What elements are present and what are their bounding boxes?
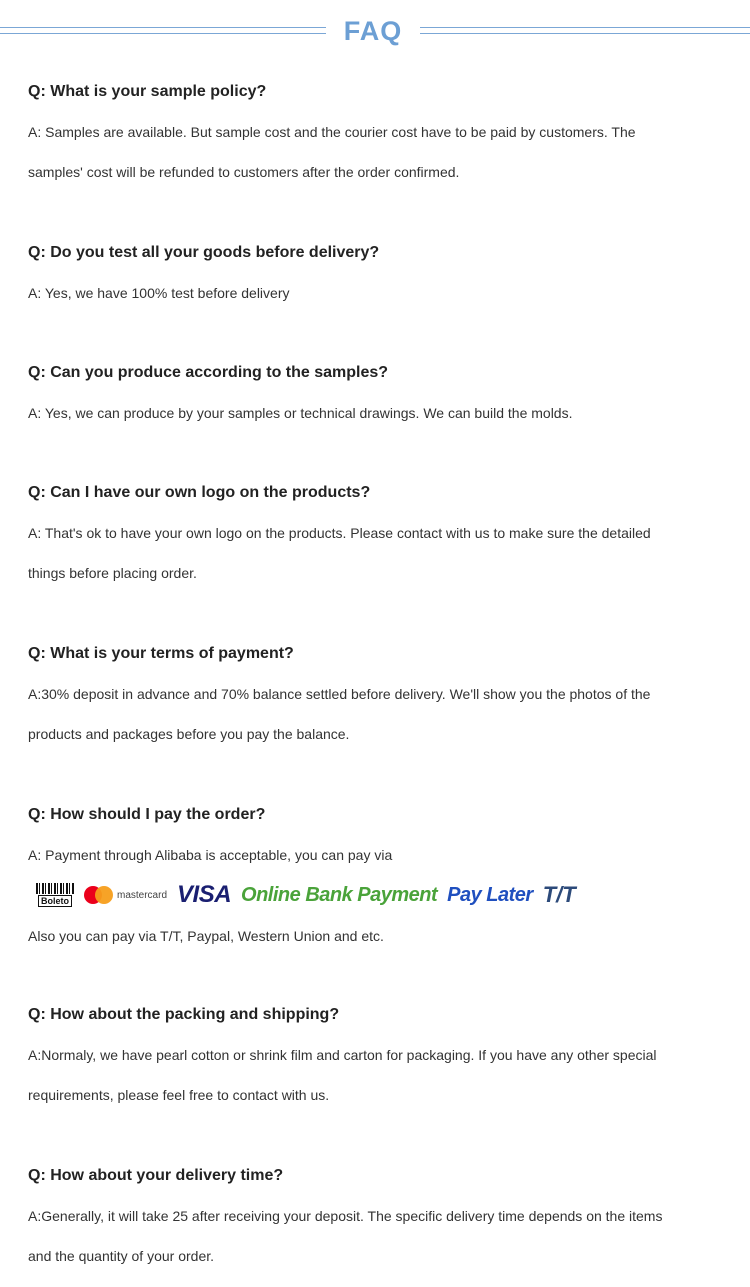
faq-answer-line: things before placing order.	[28, 565, 197, 581]
online-bank-payment-logo: Online Bank Payment	[241, 883, 438, 906]
faq-answer-line: A:30% deposit in advance and 70% balance settled before delivery. We'll show you the photos of the	[28, 686, 651, 702]
faq-header	[0, 14, 750, 50]
faq-answer-line: Also you can pay via T/T, Paypal, Western Union and etc.	[28, 928, 384, 944]
faq-answer-line: A: Samples are available. But sample cost and the courier cost have to be paid by customers. The	[28, 124, 636, 140]
faq-question: Q: How about the packing and shipping?	[28, 1006, 340, 1023]
faq-item-delivery-time	[28, 1166, 728, 1276]
faq-question: Q: Can I have our own logo on the products?	[28, 484, 371, 501]
faq-question: Q: Can you produce according to the samples?	[28, 364, 389, 381]
mastercard-logo	[84, 886, 167, 904]
faq-answer-line: products and packages before you pay the balance.	[28, 726, 350, 742]
faq-answer-line: and the quantity of your order.	[28, 1248, 215, 1264]
header-rule-left	[0, 27, 326, 34]
header-rule-right	[420, 27, 750, 34]
faq-question: Q: Do you test all your goods before delivery?	[28, 244, 380, 261]
pay-later-logo: Pay Later	[447, 883, 533, 906]
tt-logo: T/T	[542, 882, 576, 907]
faq-item-sample-policy	[28, 82, 728, 192]
faq-item-payment-terms	[28, 644, 728, 754]
boleto-label: Boleto	[38, 895, 72, 907]
faq-answer-line: A:Generally, it will take 25 after receiving your deposit. The specific delivery time depends on the items	[28, 1208, 663, 1224]
faq-answer-line: A: Yes, we have 100% test before delivery	[28, 285, 290, 301]
faq-item-samples-production	[28, 363, 728, 433]
mastercard-label: mastercard	[117, 889, 168, 901]
barcode-icon	[36, 883, 74, 894]
boleto-logo	[34, 883, 76, 907]
payment-methods-strip	[34, 876, 609, 914]
faq-item-how-to-pay	[28, 805, 728, 875]
faq-answer-line: requirements, please feel free to contact with us.	[28, 1087, 330, 1103]
faq-title: FAQ	[343, 16, 403, 46]
faq-answer-line: samples' cost will be refunded to customers after the order confirmed.	[28, 164, 460, 180]
faq-answer-line: A:Normaly, we have pearl cotton or shrink film and carton for packaging. If you have any other special	[28, 1047, 657, 1063]
faq-item-packing-shipping	[28, 1005, 728, 1115]
faq-answer-line: A: That's ok to have your own logo on the products. Please contact with us to make sure the detailed	[28, 525, 651, 541]
faq-question: Q: How about your delivery time?	[28, 1167, 284, 1184]
faq-question: Q: How should I pay the order?	[28, 806, 266, 823]
faq-answer-line: A: Payment through Alibaba is acceptable, you can pay via	[28, 847, 393, 863]
faq-item-own-logo	[28, 483, 728, 593]
faq-item-testing	[28, 243, 728, 313]
visa-logo: VISA	[177, 881, 232, 908]
faq-question: Q: What is your sample policy?	[28, 83, 267, 100]
faq-item-how-to-pay-extra	[28, 916, 728, 956]
mastercard-yellow-circle-icon	[95, 886, 113, 904]
faq-question: Q: What is your terms of payment?	[28, 645, 294, 662]
faq-answer-line: A: Yes, we can produce by your samples or technical drawings. We can build the molds.	[28, 405, 573, 421]
